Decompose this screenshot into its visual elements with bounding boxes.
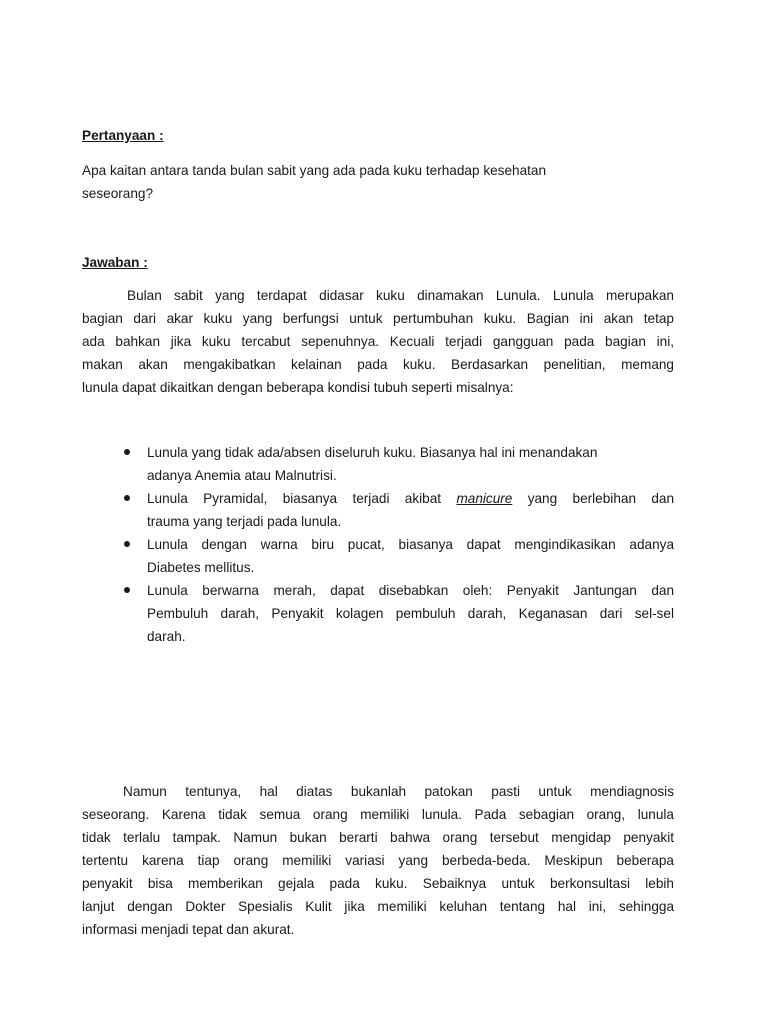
bullet-line: Lunula dengan warna biru pucat, biasanya dapat mengindikasikan adanya (147, 537, 674, 552)
bullet-line-with-emphasis (147, 487, 674, 510)
bullet-line: Diabetes mellitus. (147, 560, 255, 575)
question-line: seseorang? (82, 186, 154, 201)
question-line: Apa kaitan antara tanda bulan sabit yang ada pada kuku terhadap kesehatan (82, 163, 547, 178)
bullet-line: trauma yang terjadi pada lunula. (147, 514, 342, 529)
closing-line: tidak terlalu tampak. Namun bukan berarti bahwa orang tersebut mengidap penyakit (82, 830, 674, 845)
manicure-emphasis: manicure (456, 491, 513, 506)
bullet-text-after: yang berlebihan dan (527, 491, 675, 506)
answer-intro-line: Bulan sabit yang terdapat didasar kuku dinamakan Lunula. Lunula merupakan (127, 288, 674, 303)
bullet-line: adanya Anemia atau Malnutrisi. (147, 468, 337, 483)
bullet-line: darah. (147, 629, 186, 644)
closing-line: lanjut dengan Dokter Spesialis Kulit jika memiliki keluhan tentang hal ini, sehingga (82, 899, 674, 914)
bullet-line: Pembuluh darah, Penyakit kolagen pembuluh darah, Keganasan dari sel-sel (147, 606, 674, 621)
bullet-dot-icon (124, 587, 130, 593)
closing-line: tertentu karena tiap orang memiliki variasi yang berbeda-beda. Meskipun beberapa (82, 853, 674, 868)
answer-intro-line: ada bahkan jika kuku tercabut sepenuhnya. Kecuali terjadi gangguan pada bagian ini, (82, 334, 674, 349)
bullet-text-before: Lunula Pyramidal, biasanya terjadi akibat (147, 491, 442, 506)
closing-line: Namun tentunya, hal diatas bukanlah patokan pasti untuk mendiagnosis (123, 784, 674, 799)
bullet-line: Lunula yang tidak ada/absen diseluruh kuku. Biasanya hal ini menandakan (147, 445, 598, 460)
closing-line: informasi menjadi tepat dan akurat. (82, 922, 295, 937)
closing-line: seseorang. Karena tidak semua orang memiliki lunula. Pada sebagian orang, lunula (82, 807, 674, 822)
answer-intro-line: makan akan mengakibatkan kelainan pada kuku. Berdasarkan penelitian, memang (82, 357, 674, 372)
answer-intro-line: bagian dari akar kuku yang berfungsi untuk pertumbuhan kuku. Bagian ini akan tetap (82, 311, 674, 326)
answer-intro-line: lunula dapat dikaitkan dengan beberapa kondisi tubuh seperti misalnya: (82, 380, 514, 395)
bullet-dot-icon (124, 449, 130, 455)
bullet-line: Lunula berwarna merah, dapat disebabkan oleh: Penyakit Jantungan dan (147, 583, 674, 598)
closing-line: penyakit bisa memberikan gejala pada kuku. Sebaiknya untuk berkonsultasi lebih (82, 876, 674, 891)
bullet-dot-icon (124, 541, 130, 547)
question-heading: Pertanyaan : (82, 128, 164, 143)
bullet-dot-icon (124, 495, 130, 501)
answer-heading: Jawaban : (82, 255, 148, 270)
